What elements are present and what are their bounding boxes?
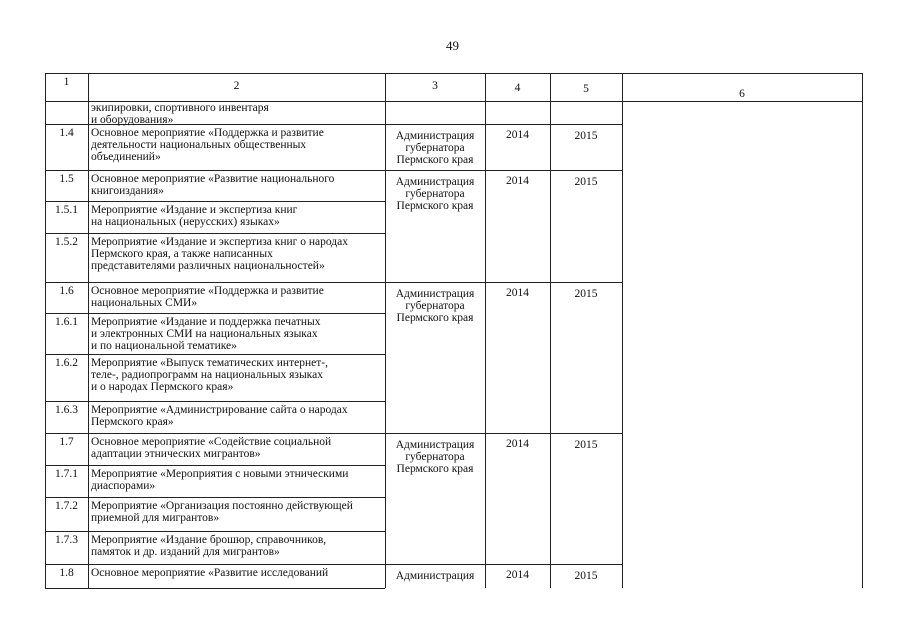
row-end-year: 2015	[574, 176, 598, 188]
row-start-year: 2014	[506, 287, 529, 299]
table-border-right	[862, 73, 863, 588]
row-end-year: 2015	[574, 288, 598, 300]
row-end-year: 2015	[574, 570, 598, 582]
column-divider	[385, 73, 386, 588]
row-description: Основное мероприятие «Поддержка и развитие национальных СМИ»	[91, 285, 324, 309]
table-border-top	[45, 73, 862, 74]
row-start-year: 2014	[506, 175, 529, 187]
row-divider	[45, 401, 385, 402]
row-number: 1.6.3	[55, 404, 78, 416]
group-divider	[385, 564, 622, 565]
column-header: 5	[583, 83, 589, 95]
row-description: Мероприятие «Издание и экспертиза книг на национальных (нерусских) языках»	[91, 204, 298, 228]
row-start-year: 2014	[506, 129, 529, 141]
row-description: Основное мероприятие «Развитие национального книгоиздания»	[91, 173, 335, 197]
column-divider	[485, 73, 486, 588]
row-executor: Администрация губернатора Пермского края	[395, 439, 475, 475]
row-divider	[45, 282, 385, 283]
row-end-year: 2015	[574, 130, 598, 142]
column-header: 4	[514, 82, 521, 94]
row-start-year: 2014	[506, 438, 529, 450]
row-divider	[45, 201, 385, 202]
row-number: 1.6.2	[55, 357, 78, 369]
row-number: 1.6	[59, 285, 74, 297]
row-description: Мероприятие «Администрирование сайта о народах Пермского края»	[91, 404, 348, 428]
row-description: Мероприятие «Издание и поддержка печатных и электронных СМИ на национальных языках и по национальной тематике»	[91, 316, 321, 352]
row-description: Мероприятие «Издание брошюр, справочников, памяток и др. изданий для мигрантов»	[91, 534, 327, 558]
row-description: Мероприятие «Выпуск тематических интернет-, теле-, радиопрограмм на национальных языках и о народах Пермского края»	[91, 357, 328, 393]
row-description: Основное мероприятие «Содействие социальной адаптации этнических мигрантов»	[91, 436, 332, 460]
column-header: 6	[739, 88, 745, 100]
column-divider	[550, 73, 551, 588]
row-number: 1.4	[59, 127, 74, 139]
row-number: 1.7.3	[55, 534, 78, 546]
row-description: Мероприятие «Организация постоянно действующей приемной для мигрантов»	[91, 500, 353, 524]
row-executor: Администрация губернатора Пермского края	[395, 176, 475, 212]
row-divider	[45, 588, 385, 589]
row-number: 1.7	[59, 436, 74, 448]
column-header: 2	[233, 80, 240, 92]
group-divider	[385, 433, 622, 434]
column-header: 1	[63, 76, 70, 88]
row-divider	[45, 564, 385, 565]
row-divider	[45, 433, 385, 434]
row-divider	[45, 531, 385, 532]
row-executor: Администрация губернатора Пермского края	[395, 130, 475, 166]
row-divider	[45, 497, 385, 498]
column-divider	[88, 73, 89, 588]
row-divider	[45, 170, 385, 171]
column-header: 3	[432, 80, 438, 92]
page-number: 49	[446, 38, 459, 53]
row-description: Мероприятие «Издание и экспертиза книг о народах Пермского края, а также написанных представителями различных национальностей»	[91, 236, 348, 272]
group-divider	[385, 124, 622, 125]
row-executor: Администрация	[395, 570, 475, 582]
row-description: Основное мероприятие «Поддержка и развитие деятельности национальных общественных объединений»	[91, 127, 324, 163]
column-divider	[622, 73, 623, 588]
row-divider	[45, 233, 385, 234]
row-number: 1.5	[59, 173, 74, 185]
row-description: Мероприятие «Мероприятия с новыми этническими диаспорами»	[91, 468, 349, 492]
row-executor: Администрация губернатора Пермского края	[395, 288, 475, 324]
group-divider	[385, 282, 622, 283]
row-number: 1.7.1	[55, 468, 78, 480]
row-divider	[45, 465, 385, 466]
row-number: 1.7.2	[55, 500, 78, 512]
row-number: 1.8	[59, 567, 74, 579]
row-number: 1.5.2	[55, 236, 78, 248]
row-number: 1.6.1	[55, 316, 78, 328]
row-end-year: 2015	[574, 439, 598, 451]
group-divider	[385, 170, 622, 171]
continued-text: экипировки, спортивного инвентаря и оборудования»	[91, 102, 269, 126]
row-start-year: 2014	[506, 569, 529, 581]
row-number: 1.5.1	[55, 204, 78, 216]
row-divider	[45, 354, 385, 355]
row-description: Основное мероприятие «Развитие исследований	[91, 567, 329, 579]
row-divider	[45, 313, 385, 314]
